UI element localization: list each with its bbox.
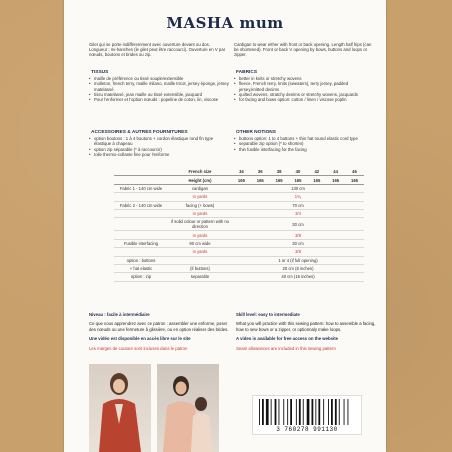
list-item: • maille de préférence ou tissé souple/extensible (89, 76, 229, 81)
size-cell: 38 (276, 169, 282, 175)
fabrics-en-section (234, 70, 374, 102)
table-cell: 30 cm (292, 221, 304, 227)
list-item: • tissu matelassé, jean maille ou tissé extensible, jacquard (89, 92, 229, 97)
learn-fr: Ce que vous apprendrez avec ce patron : assembler une enforme, poser des nœuds ou une fermeture à glissière, ou en option réaliser des brides. (89, 321, 229, 332)
notions-fr-section (89, 130, 229, 157)
barcode-bar (318, 399, 320, 425)
pattern-sheet (64, 0, 386, 452)
table-cell: 1⁵⁄₈ (294, 194, 302, 200)
barcode-bar (335, 399, 337, 425)
bottom-fr (89, 312, 229, 355)
size-cell: 42 (314, 169, 320, 175)
notions-en-heading: OTHER NOTIONS (234, 130, 374, 135)
fabrics-fr-section (89, 70, 229, 102)
barcode-bar (328, 399, 329, 425)
level-en: Skill level: easy to intermediate (236, 312, 300, 317)
bottom-en (236, 312, 376, 355)
table-row (114, 218, 364, 231)
barcode-bar (331, 399, 333, 425)
barcode-bars-icon (253, 396, 363, 428)
french-size-label: French size (188, 169, 212, 175)
table-cell: 3/4 (295, 211, 301, 217)
table-cell: 70 cm (292, 202, 304, 208)
size-cell: 40 (295, 169, 301, 175)
table-cell: 20 cm (8 inches) (282, 266, 314, 272)
barcode-bar (312, 399, 314, 425)
notions-en-list (234, 136, 374, 152)
fabrics-fr-list (89, 76, 229, 102)
table-row (114, 240, 364, 248)
height-cell: 165 (294, 177, 302, 183)
barcode-bar (323, 399, 324, 425)
table-cell: cardigan (191, 185, 209, 191)
table-cell: separable (190, 274, 210, 280)
height-cell: 165 (275, 177, 283, 183)
table-cell: 1 or 4 (if full opening) (278, 257, 318, 263)
model-photo-1 (89, 364, 151, 452)
list-item: • better in knits or stretchy wovens (234, 76, 374, 81)
page-title: MASHA mum (166, 14, 284, 32)
video-fr: Une vidéo est disponible en accès libre sur le site (89, 336, 191, 342)
list-item: • buttons option: 1 to 4 buttons + thin hat round elastic cord type (234, 136, 374, 141)
barcode-bar (266, 399, 269, 425)
table-cell: 40 cm (16 inches) (281, 274, 315, 280)
table-cell: in yards (192, 232, 208, 238)
intro-en: Cardigan to wear either with front or back opening. Length half hips (can be shortened). Front or back V opening by bows, buttons and loops or zipper. (234, 42, 372, 58)
table-cell: 130 cm (291, 185, 305, 191)
table-cell: 30 cm (292, 240, 304, 246)
list-item: • fleece, French terry, knits (sweaters), terry jersey, padded jersey,knitted denims (234, 81, 374, 91)
barcode-bar (344, 399, 345, 425)
table-cell: 90 cm wide (189, 240, 211, 246)
list-item: • toile thermo-collante fine pour l'enforme (89, 152, 229, 157)
table-cell: in yards (192, 194, 208, 200)
notions-fr-heading: ACCESSOIRES & AUTRES FOURNITURES (89, 130, 229, 135)
barcode-bar (287, 399, 288, 425)
table-cell: 3/8 (295, 249, 301, 255)
model-illustration-1 (89, 364, 151, 452)
table-cell: if solid colour or pattern with no direction (171, 219, 229, 230)
barcode-bar (307, 399, 310, 425)
barcode-bar (339, 399, 340, 425)
table-cell: option : buttons (126, 257, 156, 263)
height-cell: 165 (332, 177, 340, 183)
barcode-bar (299, 399, 301, 425)
height-cell: 165 (313, 177, 321, 183)
table-cell: 3/8 (295, 232, 301, 238)
list-item: • molleton, french terry, maille milano, maille tricot, jersey éponge, jersey matelassé (89, 81, 229, 91)
height-cell: 165 (350, 177, 358, 183)
table-cell: facing (+ bows) (185, 202, 215, 208)
list-item: • option boutons : 1 à 4 boutons + cordon élastique rond fin type élastique à chapeau (89, 136, 229, 146)
yardage-table (114, 168, 364, 282)
table-header-heights (114, 176, 364, 184)
table-body (114, 185, 364, 282)
barcode-bar (275, 399, 277, 425)
barcode-bar (315, 399, 316, 425)
table-cell: Fabric 1 - 140 cm wide (119, 185, 163, 191)
barcode-bar (279, 399, 280, 425)
table-row (114, 202, 364, 210)
table-cell: + hat elastic (129, 266, 153, 272)
table-cell: in yards (192, 249, 208, 255)
list-item: • for facing and bows option: cotton / linen / viscose poplin (234, 97, 374, 102)
table-row (114, 231, 364, 239)
size-cell: 46 (352, 169, 357, 175)
learn-en: What you will practice with this sewing pattern: how to assemble a facing, how to sew bows or a zipper, or optionnaly make loops. (236, 321, 376, 332)
fabrics-en-list (234, 76, 374, 102)
size-cell: 36 (257, 169, 263, 175)
seam-fr: Les marges de couture sont incluses dans le patron (89, 345, 188, 351)
table-row (114, 185, 364, 193)
table-cell: Fusible interfacing (124, 240, 158, 246)
table-row (114, 257, 364, 265)
level-fr: Niveau : facile à intermédiaire (89, 312, 150, 317)
french-sizes (232, 169, 364, 174)
table-header-sizes (114, 168, 364, 176)
barcode-bar (259, 399, 260, 425)
list-item: • quilted wovens, stratchy denims or stretchy wovens, jacquards (234, 92, 374, 97)
table-cell: in yards (192, 211, 208, 217)
barcode-bar (296, 399, 297, 425)
size-cell: 44 (333, 169, 338, 175)
table-row (114, 210, 364, 218)
barcode-bar (262, 399, 264, 425)
height-label: Height (cm) (188, 177, 212, 183)
list-item: • Pour l'enformer et l'option nœuds : popeline de coton, lin, viscose (89, 97, 229, 102)
barcode-bar (283, 399, 284, 425)
height-cell: 165 (256, 177, 264, 183)
table-row (114, 248, 364, 256)
table-cell: Fabric 2 - 140 cm wide (119, 202, 163, 208)
table-row (114, 193, 364, 201)
height-cell: 165 (237, 177, 245, 183)
table-cell: option : zip (130, 274, 152, 280)
barcode (252, 395, 362, 435)
model-photo-2 (157, 364, 219, 452)
list-item: • thin fusible interfacing for the facing (234, 147, 374, 152)
fabrics-en-heading: FABRICS (234, 70, 374, 75)
fabrics-fr-heading: TISSUS (89, 70, 229, 75)
table-row (114, 273, 364, 281)
barcode-bar (290, 399, 292, 425)
list-item: • separable zip option (* to shorten) (234, 141, 374, 146)
table-cell: (if buttons) (190, 266, 210, 272)
barcode-number: 3 760278 991130 (276, 426, 338, 433)
notions-fr-list (89, 136, 229, 157)
size-cell: 34 (239, 169, 244, 175)
intro-fr: Gilet qui se porte indifféremment avec ouverture devant ou dos. Longueur : mi-hanches (le gilet peut être raccourci). Ouverture en V par nœuds, boutons et brides ou zip. (89, 42, 226, 58)
barcode-bar (271, 399, 272, 425)
list-item: • option zip séparable (* à raccourcir) (89, 147, 229, 152)
table-row (114, 265, 364, 273)
heights (232, 178, 364, 183)
barcode-bar (348, 399, 349, 425)
video-en: A video is available for free access on the website (236, 336, 339, 342)
notions-en-section (234, 130, 374, 152)
model-illustration-2 (157, 364, 219, 452)
barcode-bar (303, 399, 304, 425)
seam-en: Seam allowances are included in this sewing pattern (236, 345, 336, 351)
